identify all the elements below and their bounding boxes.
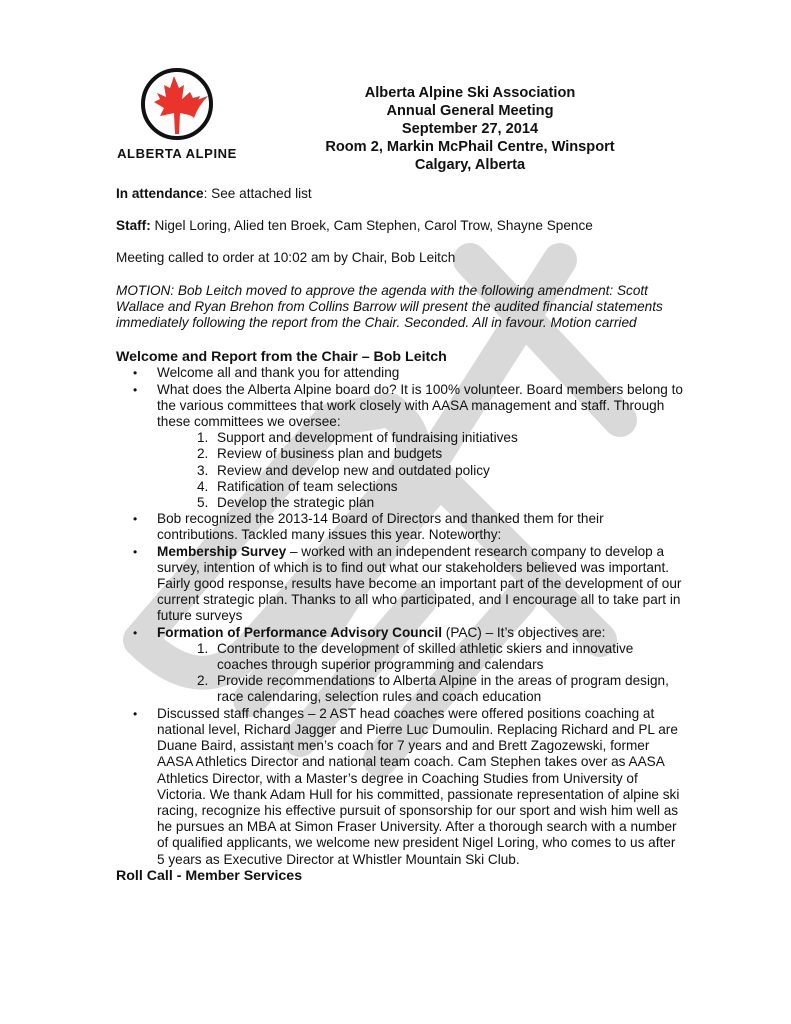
staff-line: [116, 218, 686, 234]
header-organization: Alberta Alpine Ski Association: [364, 85, 576, 101]
bullet-text: What does the Alberta Alpine board do? It is 100% volunteer. Board members belong to the various committees that work closely with AASA management and staff. Through these committees we oversee:: [157, 381, 683, 430]
list-item: [157, 446, 686, 462]
header-location: Room 2, Markin McPhail Centre, Winsport: [325, 139, 615, 155]
bullet-bold-lead: Membership Survey: [157, 543, 287, 559]
logo-text: ALBERTA ALPINE: [117, 146, 237, 161]
list-item: [116, 544, 686, 625]
attendance-label: In attendance: [116, 186, 204, 201]
staff-label: Staff:: [116, 218, 151, 234]
bullet-text: – worked with an independent research company to develop a survey, intention of which is to find out what our stakeholders believed was important. Fairly good response, results have become an important part of the development of our current strategic plan. Thanks to all who participated, and I encourage all to take part in future surveys: [157, 543, 682, 624]
item-text: Ratification of team selections: [217, 478, 398, 494]
attendance-value: : See attached list: [203, 186, 312, 201]
section-title-welcome: Welcome and Report from the Chair – Bob Leitch: [116, 349, 447, 366]
staff-value: Nigel Loring, Alied ten Broek, Cam Stephen, Carol Trow, Shayne Spence: [150, 218, 593, 234]
bullet-text: Discussed staff changes – 2 AST head coaches were offered positions coaching at national level, Richard Jagger and Pierre Luc Dumoulin. Replacing Richard and PL are Duane Baird, assistant men’s coach for 7 years and and Brett Zagozewski, former AASA Athletics Director and national team coach. Cam Stephen takes over as AASA Athletics Director, with a Master’s degree in Coaching Studies from University of Victoria. We thank Adam Hull for his committed, passionate representation of alpine ski racing, recognize his effective pursuit of sponsorship for our sport and wish him well as he pursues an MBA at Simon Fraser University. After a thorough search with a number of qualified applicants, we welcome new president Nigel Loring, who comes to us after 5 years as Executive Director at Whistler Mountain Ski Club.: [157, 705, 680, 867]
item-number: 2.: [197, 446, 209, 462]
item-text: Review and develop new and outdated policy: [217, 462, 490, 478]
bullet-text: (PAC) – It’s objectives are:: [442, 624, 606, 640]
oversee-list: [157, 430, 686, 511]
section-title-roll-call: Roll Call - Member Services: [116, 867, 303, 884]
list-item: [157, 641, 686, 673]
called-to-order: Meeting called to order at 10:02 am by Chair, Bob Leitch: [116, 250, 456, 266]
item-number: 1.: [197, 640, 209, 656]
maple-leaf-logo-icon: [132, 66, 222, 146]
list-item: [157, 463, 686, 479]
list-item: [116, 511, 686, 543]
list-item: [157, 479, 686, 495]
meeting-header: [300, 84, 640, 174]
header-date: September 27, 2014: [401, 121, 539, 137]
list-item: [116, 382, 686, 512]
agenda-motion: MOTION: Bob Leitch moved to approve the agenda with the following amendment: Scott Wallace and Ryan Brehon from Collins Barrow will present the audited financial statements immediately following the report from the Chair. Seconded. All in favour. Motion carried: [116, 282, 663, 331]
attendance-line: [116, 186, 686, 202]
list-item: [116, 625, 686, 706]
item-number: 1.: [197, 430, 209, 446]
list-item: [116, 706, 686, 868]
alberta-alpine-logo: [112, 66, 242, 166]
list-item: [116, 365, 686, 381]
item-text: Contribute to the development of skilled athletic skiers and innovative coaches through superior programming and calendars: [217, 640, 634, 673]
item-number: 5.: [197, 495, 209, 511]
item-number: 4.: [197, 478, 209, 494]
header-city: Calgary, Alberta: [414, 157, 526, 173]
document-body: [116, 186, 686, 884]
list-item: [157, 673, 686, 705]
header-meeting-type: Annual General Meeting: [386, 103, 554, 119]
bullet-text: Bob recognized the 2013-14 Board of Directors and thanked them for their contributions. Tackled many issues this year. Noteworthy:: [157, 511, 604, 543]
bullet-bold-lead: Formation of Performance Advisory Council: [157, 624, 443, 640]
item-text: Develop the strategic plan: [217, 495, 375, 511]
list-item: [157, 495, 686, 511]
welcome-bullets: [116, 365, 686, 867]
item-text: Support and development of fundraising initiatives: [217, 430, 518, 446]
pac-objectives-list: [157, 641, 686, 706]
item-number: 2.: [197, 673, 209, 689]
bullet-text: Welcome all and thank you for attending: [157, 365, 400, 381]
item-text: Review of business plan and budgets: [217, 446, 443, 462]
list-item: [157, 430, 686, 446]
item-text: Provide recommendations to Alberta Alpine in the areas of program design, race calendaring, selection rules and coach education: [217, 673, 669, 705]
item-number: 3.: [197, 462, 209, 478]
